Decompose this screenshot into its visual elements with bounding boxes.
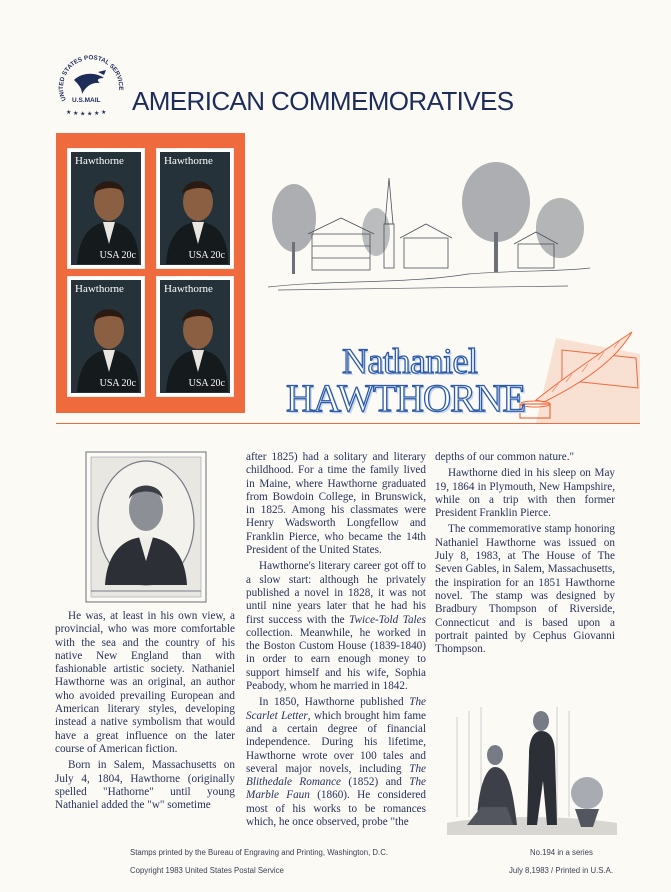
stamp xyxy=(68,149,144,268)
article-paragraph: depths of our common nature." xyxy=(435,451,575,463)
svg-text:★: ★ xyxy=(66,109,72,116)
hawthorne-portrait-icon xyxy=(71,164,141,264)
banner-first-name: Nathaniel xyxy=(342,341,478,381)
stamp-name: Hawthorne xyxy=(75,155,124,167)
stamp-name: Hawthorne xyxy=(164,283,213,295)
stamp-block-panel xyxy=(56,133,245,413)
stamp-denomination: USA 20c xyxy=(188,250,225,261)
footer-printed-by: Stamps printed by the Bureau of Engraving and Printing, Washington, D.C. xyxy=(130,848,389,857)
svg-text:★: ★ xyxy=(73,110,79,117)
logo-mail-label: U.S.MAIL xyxy=(72,97,101,104)
book-title: The Blithedale Romance xyxy=(246,762,426,789)
book-title: The Scarlet Letter xyxy=(246,696,426,722)
stamp-name: Hawthorne xyxy=(75,283,124,295)
article-paragraph: Born in Salem, Massachusetts on July 4, 1804, Hawthorne (originally spelled "Hathorne" until young Nathaniel added the "w" sometime xyxy=(55,759,235,812)
svg-text:★: ★ xyxy=(87,110,93,118)
article-paragraph: Hawthorne's literary career got off to a slow start: although he privately published a novel in 1828, it was not until nine years later that he had his first success with the Twice-Told Tales collection. Meanwhile, he worked in the Boston Custom House (1839-1840) in order to earn enough money to support himself and his wife, Sophia Peabody, whom he married in 1842. xyxy=(246,560,426,693)
stamp-denomination: USA 20c xyxy=(99,378,136,389)
article-paragraph: He was, at least in his own view, a provincial, who was more comfortable with the sea and the country of his native New England than with fashionable artistic society. Nathaniel Hawthorne was an original, an author who avoided prevailing European and American literary styles, developing instead a native symbolism that would have a great influence on the later course of American fiction. xyxy=(55,610,235,755)
hawthorne-portrait-icon xyxy=(160,292,230,392)
town-engraving-illustration xyxy=(268,162,590,292)
stamp xyxy=(157,277,233,396)
article-column-3 xyxy=(435,451,615,656)
article-column-1 xyxy=(55,610,235,812)
article-column-2 xyxy=(246,451,426,829)
logo-ring-text: UNITED STATES POSTAL SERVICE xyxy=(57,54,125,103)
svg-text:★: ★ xyxy=(94,110,100,117)
stamp-denomination: USA 20c xyxy=(188,378,225,389)
president-portrait-engraving xyxy=(85,451,207,603)
hawthorne-portrait-icon xyxy=(71,292,141,392)
stamp-name: Hawthorne xyxy=(164,155,213,167)
stamp xyxy=(68,277,144,396)
book-title: The Marble Faun xyxy=(246,776,426,802)
article-paragraph: The commemorative stamp honoring Nathaniel Hawthorne was issued on July 8, 1983, at The House of The Seven Gables, in Salem, Massachusetts, the inspiration for an 1851 Hawthorne novel. The stamp was designed by Bradbury Thompson of Riverside, Connecticut and is based upon a portrait painted by Cephus Giovanni Thompson. xyxy=(435,523,615,656)
stamp-denomination: USA 20c xyxy=(99,250,136,261)
footer-copyright: Copyright 1983 United States Postal Service xyxy=(130,866,284,875)
hawthorne-portrait-icon xyxy=(160,164,230,264)
article-paragraph: Hawthorne died in his sleep on May 19, 1864 in Plymouth, New Hampshire, while on a trip with then former President Franklin Pierce. xyxy=(435,467,615,520)
page-title: AMERICAN COMMEMORATIVES xyxy=(132,86,514,116)
svg-text:★: ★ xyxy=(80,110,86,118)
svg-text:★: ★ xyxy=(101,109,107,116)
usps-eagle-logo xyxy=(52,50,132,122)
stamp xyxy=(157,149,233,268)
book-title: Twice-Told Tales xyxy=(349,613,426,626)
footer-series-number: No.194 in a series xyxy=(530,848,593,857)
orange-divider-line xyxy=(56,423,640,424)
banner-last-name: HAWTHORNE xyxy=(286,377,526,420)
article-paragraph: In 1850, Hawthorne published The Scarlet Letter, which brought him fame and a certain degree of financial independence. During his lifetime, Hawthorne wrote over 100 tales and several major novels, including The Blithedale Romance (1852) and The Marble Faun (1860). He considered most of his works to be romances which, he once observed, probe "the xyxy=(246,696,426,829)
footer-date-line: July 8,1983 / Printed in U.S.A. xyxy=(509,866,614,875)
article-paragraph: after 1825) had a solitary and literary childhood. For a time the family lived in Maine, where Hawthorne graduated from Bowdoin College, in Brunswick, in 1825. Among his classmates were Henry Wadsworth Longfellow and Franklin Pierce, who became the 14th President of the United States. xyxy=(246,451,426,557)
two-figures-engraving xyxy=(447,697,617,835)
